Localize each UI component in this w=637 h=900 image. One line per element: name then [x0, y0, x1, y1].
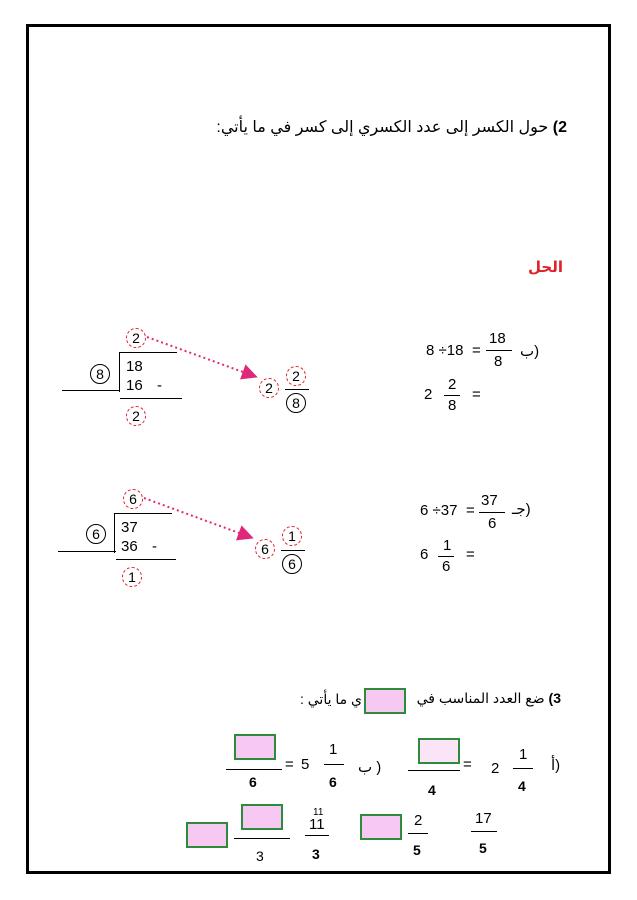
- q3-r2-f1-den: 5: [479, 840, 487, 856]
- part-b-arrow: [147, 337, 254, 376]
- part-c-result-whole: 6: [255, 539, 275, 559]
- q3-text-before: 3) ضع العدد المناسب في: [416, 690, 561, 706]
- part-c-division: 6 ÷37: [420, 502, 458, 519]
- q3-b-box-bar: [226, 769, 282, 770]
- q2-text: حول الكسر إلى عدد الكسري إلى كسر في ما يأتي:: [216, 119, 549, 136]
- q3-a-num: 1: [519, 746, 528, 763]
- part-b-dividend: 18: [126, 358, 143, 375]
- q3-r2-f4-den: 3: [256, 848, 264, 864]
- part-b-division: 8 ÷18: [426, 342, 464, 359]
- q3-a-den-box: 4: [428, 782, 436, 798]
- part-c-label: جـ): [512, 501, 531, 518]
- q3-text-after: ي ما يأتي :: [299, 691, 362, 707]
- q3-r2-box-1[interactable]: [360, 814, 402, 840]
- part-c-divisor-circle: 6: [86, 524, 106, 544]
- part-c-remainder-circle: 1: [122, 567, 142, 587]
- part-b-quotient-circle: 2: [126, 328, 146, 348]
- q3-r2-f1-bar: [471, 831, 497, 832]
- part-c-result-eq: =: [466, 546, 475, 563]
- q3-a-label: أ): [551, 757, 561, 774]
- q3-a-box-bar: [408, 770, 460, 771]
- part-b-result-den: 8: [286, 393, 306, 413]
- part-b-remainder-circle: 2: [126, 406, 146, 426]
- part-b-frac-num: 18: [489, 330, 506, 347]
- q3-b-eq: =: [285, 756, 294, 773]
- part-c-arrow: [144, 498, 250, 537]
- part-c-mixed-num: 1: [443, 537, 452, 554]
- part-b-minus: -: [157, 377, 162, 394]
- part-c-quotient-circle: 6: [123, 489, 143, 509]
- part-c-result-num: 1: [282, 526, 302, 546]
- q3-r2-f2-num: 2: [414, 812, 423, 829]
- part-c-product: 36: [121, 538, 138, 555]
- q3-r2-f2-den: 5: [413, 842, 421, 858]
- q3-r2-f1-num: 17: [475, 810, 492, 827]
- part-b-result-whole: 2: [259, 378, 279, 398]
- q3-r2-f3-top: 11: [313, 807, 324, 818]
- part-b-frac-den: 8: [494, 353, 503, 370]
- q3-b-den-box: 6: [249, 774, 257, 790]
- q3-b-bar: [324, 764, 344, 765]
- q3-r2-f3-num: 11: [309, 816, 325, 833]
- q3-a-bar: [513, 768, 533, 769]
- q3-b-num: 1: [329, 741, 338, 758]
- q3-b-label: ب ): [358, 759, 382, 776]
- q3-a-whole: 2: [491, 760, 500, 777]
- part-c-minus: -: [152, 538, 157, 555]
- part-b-label: ب): [520, 343, 540, 360]
- q3-example-box: [364, 688, 406, 714]
- part-c-dividend: 37: [121, 519, 138, 536]
- part-b-mixed-den: 8: [448, 397, 457, 414]
- part-b-result-eq: =: [472, 386, 481, 403]
- part-c-eq: =: [466, 502, 475, 519]
- q3-r2-box-2[interactable]: [241, 804, 283, 830]
- part-c-mixed-den: 6: [442, 558, 451, 575]
- q3-r2-f4-bar: [234, 838, 290, 839]
- q3-a-answer-box[interactable]: [418, 738, 460, 764]
- q3-number: 3): [548, 690, 561, 706]
- part-b-mixed-num: 2: [448, 376, 457, 393]
- part-b-mixed-whole: 2: [424, 386, 433, 403]
- q3-b-den: 6: [329, 774, 337, 790]
- q3-b-whole: 5: [301, 756, 310, 773]
- q3-r2-f2-bar: [408, 833, 428, 834]
- part-b-result-num: 2: [286, 366, 306, 386]
- q3-b-answer-box[interactable]: [234, 734, 276, 760]
- part-c-frac-num: 37: [481, 492, 498, 509]
- q3-a-den: 4: [518, 778, 526, 794]
- part-c-frac-den: 6: [488, 515, 497, 532]
- solution-label: الحل: [528, 259, 563, 276]
- part-b-product: 16: [126, 377, 143, 394]
- q3-a-eq: =: [463, 756, 472, 773]
- q3-r2-f3-bar: [305, 835, 329, 836]
- part-c-mixed-whole: 6: [420, 546, 429, 563]
- q3-r2-f3-den: 3: [312, 846, 320, 862]
- q2-number: 2): [552, 119, 567, 136]
- q3-r2-box-3[interactable]: [186, 822, 228, 848]
- part-c-result-den: 6: [282, 554, 302, 574]
- part-b-divisor-circle: 8: [90, 364, 110, 384]
- part-b-eq: =: [472, 342, 481, 359]
